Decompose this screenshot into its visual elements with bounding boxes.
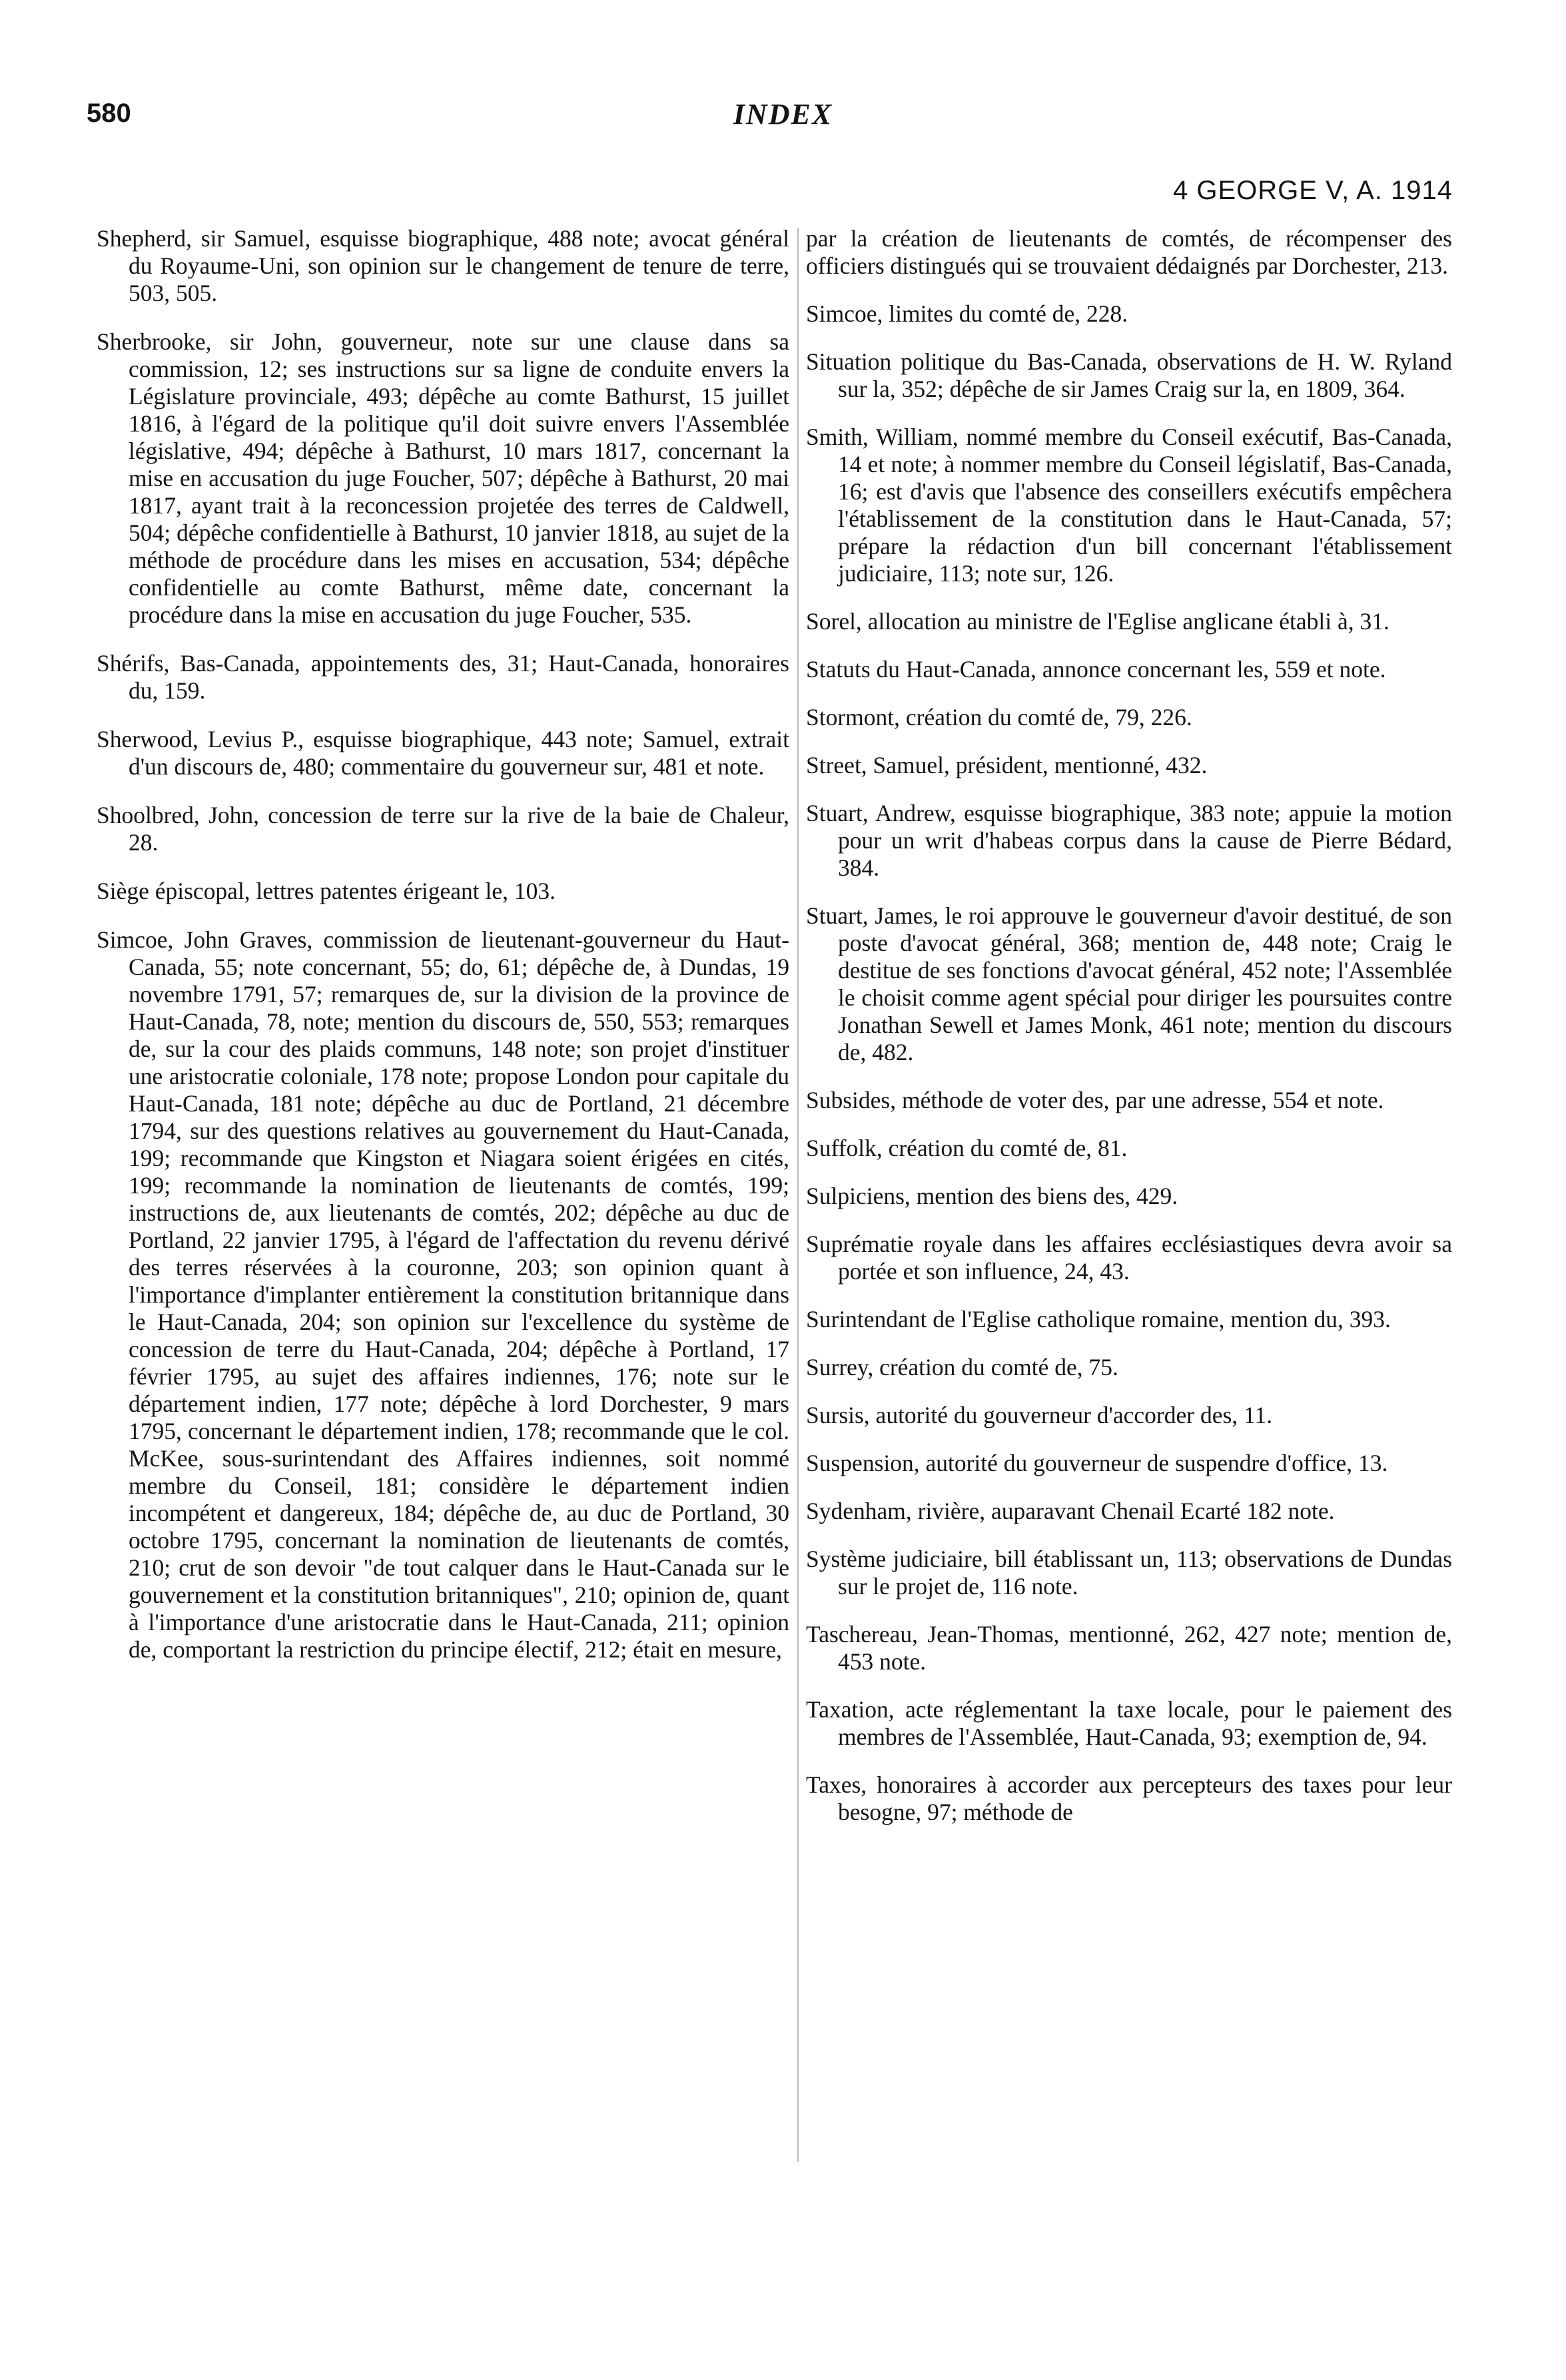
right-column (806, 225, 1452, 1847)
index-entry-surintendant: Surintendant de l'Eglise catholique romaine, mention du, 393. (806, 1306, 1391, 1333)
index-entry-taxes: Taxes, honoraires à accorder aux percepteurs des taxes pour leur besogne, 97; méthode de (806, 1771, 1452, 1825)
index-entry-sherifs: Shérifs, Bas-Canada, appointements des, 31; Haut-Canada, honoraires du, 159. (97, 650, 789, 704)
index-entry-subsides: Subsides, méthode de voter des, par une adresse, 554 et note. (806, 1087, 1384, 1113)
index-entry-surrey: Surrey, création du comté de, 75. (806, 1354, 1118, 1380)
index-entry-taschereau: Taschereau, Jean-Thomas, mentionné, 262, 427 note; mention de, 453 note. (806, 1621, 1452, 1675)
index-entry-smith: Smith, William, nommé membre du Conseil exécutif, Bas-Canada, 14 et note; à nommer membre du Conseil législatif, Bas-Canada, 16; est d'avis que l'absence des conseillers exécutifs empêchera l'établissement de la constitution dans le Haut-Canada, 57; prépare la rédaction d'un bill concernant l'établissement judiciaire, 113; note sur, 126. (806, 424, 1452, 587)
index-entry-sherbrooke: Sherbrooke, sir John, gouverneur, note sur une clause dans sa commission, 12; ses instructions sur sa ligne de conduite envers la Législature provinciale, 493; dépêche au comte Bathurst, 15 juillet 1816, à l'égard de la politique qu'il doit suivre envers l'Assemblée législative, 494; dépêche à Bathurst, 10 mars 1817, concernant la mise en accusation du juge Foucher, 507; dépêche à Bathurst, 20 mai 1817, ayant trait à la reconcession projetée des terres de Caldwell, 504; dépêche confidentielle à Bathurst, 10 janvier 1818, au sujet de la méthode de procédure dans les mises en accusation, 534; dépêche confidentielle au comte Bathurst, même date, concernant la procédure dans la mise en accusation du juge Foucher, 535. (97, 328, 789, 628)
index-entry-sydenham: Sydenham, rivière, auparavant Chenail Ecarté 182 note. (806, 1498, 1335, 1524)
index-entry-situation: Situation politique du Bas-Canada, observations de H. W. Ryland sur la, 352; dépêche de sir James Craig sur la, en 1809, 364. (806, 348, 1452, 402)
index-entry-stuart-james: Stuart, James, le roi approuve le gouverneur d'avoir destitué, de son poste d'avocat général, 368; mention de, 448 note; Craig le destitue de ses fonctions d'avocat général, 452 note; l'Assemblée le choisit comme agent spécial pour diriger les poursuites contre Jonathan Sewell et James Monk, 461 note; mention du discours de, 482. (806, 902, 1452, 1065)
index-entry-systeme-judiciaire: Système judiciaire, bill établissant un, 113; observations de Dundas sur le projet de, 116 note. (806, 1546, 1452, 1600)
index-entry-sursis: Sursis, autorité du gouverneur d'accorder des, 11. (806, 1402, 1273, 1428)
index-entry-stuart-andrew: Stuart, Andrew, esquisse biographique, 383 note; appuie la motion pour un writ d'habeas corpus dans la cause de Pierre Bédard, 384. (806, 800, 1452, 881)
index-entry-stormont: Stormont, création du comté de, 79, 226. (806, 704, 1192, 731)
index-entry-simcoe-comte: Simcoe, limites du comté de, 228. (806, 300, 1128, 327)
index-entry-suprematie: Suprématie royale dans les affaires ecclésiastiques devra avoir sa portée et son influence, 24, 43. (806, 1231, 1452, 1285)
index-entry-suffolk: Suffolk, création du comté de, 81. (806, 1135, 1128, 1161)
index-entry-simcoe-john-graves: Simcoe, John Graves, commission de lieutenant-gouverneur du Haut-Canada, 55; note concernant, 55; do, 61; dépêche de, à Dundas, 19 novembre 1791, 57; remarques de, sur la division de la province de Haut-Canada, 78, note; mention du discours de, 550, 553; remarques de, sur la cour des plaids communs, 148 note; son projet d'instituer une aristocratie coloniale, 178 note; propose London pour capitale du Haut-Canada, 181 note; dépêche au duc de Portland, 21 décembre 1794, sur des questions relatives au gouvernement du Haut-Canada, 199; recommande que Kingston et Niagara soient érigées en cités, 199; recommande la nomination de lieutenants de comtés, 199; instructions de, aux lieutenants de comtés, 202; dépêche au duc de Portland, 22 janvier 1795, à l'égard de l'affectation du revenu dérivé des terres réservées à la couronne, 203; son opinion quant à l'importance d'implanter entièrement la constitution britannique dans le Haut-Canada, 204; son opinion sur l'excellence du système de concession de terre du Haut-Canada, 204; dépêche à Portland, 17 février 1795, au sujet des affaires indiennes, 176; note sur le département indien, 177 note; dépêche à lord Dorchester, 9 mars 1795, concernant le département indien, 178; recommande que le col. McKee, sous-surintendant des Affaires indiennes, soit nommé membre du Conseil, 181; considère le département indien incompétent et dangereux, 184; dépêche de, au duc de Portland, 30 octobre 1795, concernant la nomination de lieutenants de comtés, 210; crut de son devoir "de tout calquer dans le Haut-Canada sur le gouvernement et la constitution britanniques", 210; opinion de, quant à l'importance d'une aristocratie dans le Haut-Canada, 211; opinion de, comportant la restriction du principe électif, 212; était en mesure, (97, 926, 789, 1663)
index-entry-statuts: Statuts du Haut-Canada, annonce concernant les, 559 et note. (806, 656, 1386, 683)
session-label: 4 GEORGE V, A. 1914 (1173, 176, 1453, 205)
column-divider (797, 228, 799, 2162)
index-entry-shepherd: Shepherd, sir Samuel, esquisse biographique, 488 note; avocat général du Royaume-Uni, son opinion sur le changement de tenure de terre, 503, 505. (97, 225, 789, 306)
running-title: INDEX (733, 98, 833, 131)
left-column (97, 225, 789, 1685)
index-entry-siege-episcopal: Siège épiscopal, lettres patentes érigeant le, 103. (97, 878, 556, 904)
page-number: 580 (87, 99, 131, 128)
index-entry-sorel: Sorel, allocation au ministre de l'Eglise anglicane établi à, 31. (806, 608, 1389, 635)
index-entry-suspension: Suspension, autorité du gouverneur de suspendre d'office, 13. (806, 1450, 1388, 1476)
index-entry-street: Street, Samuel, président, mentionné, 432. (806, 752, 1208, 778)
index-entry-sulpiciens: Sulpiciens, mention des biens des, 429. (806, 1183, 1178, 1209)
index-entry-shoolbred: Shoolbred, John, concession de terre sur la rive de la baie de Chaleur, 28. (97, 802, 789, 856)
index-entry-taxation: Taxation, acte réglementant la taxe locale, pour le paiement des membres de l'Assemblée, Haut-Canada, 93; exemption de, 94. (806, 1696, 1452, 1750)
index-entry-continuation: par la création de lieutenants de comtés, de récompenser des officiers distingués qui se trouvaient dédaignés par Dorchester, 213. (806, 225, 1452, 279)
index-entry-sherwood: Sherwood, Levius P., esquisse biographique, 443 note; Samuel, extrait d'un discours de, 480; commentaire du gouverneur sur, 481 et note. (97, 726, 789, 780)
